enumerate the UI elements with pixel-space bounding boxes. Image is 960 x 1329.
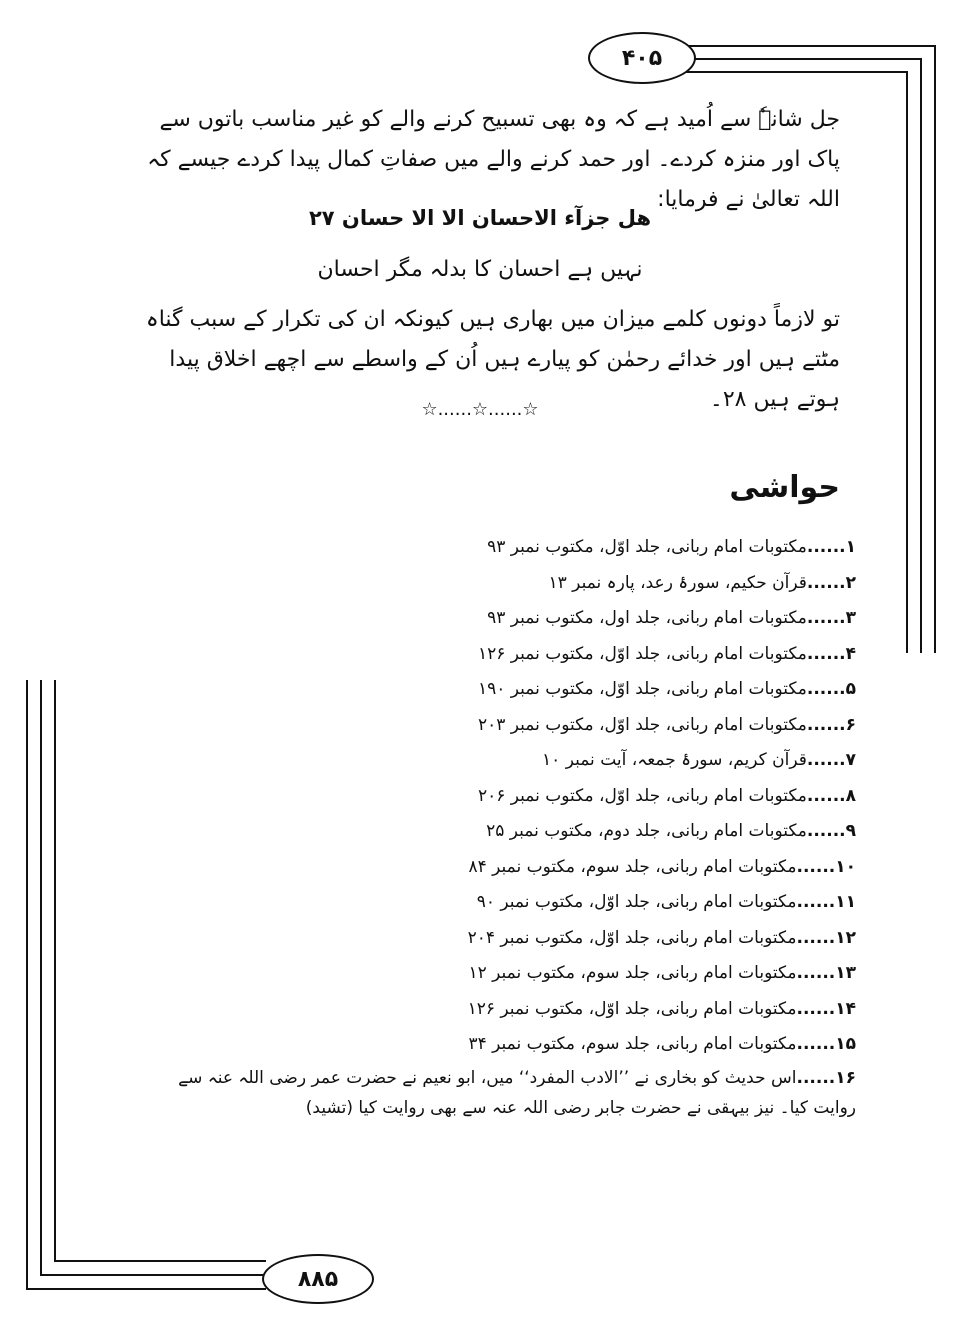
frame-left-line-2 [40, 680, 42, 1274]
footnote-text: مکتوبات امام ربانی، جلد اوّل، مکتوب نمبر ۹۰ [476, 892, 797, 912]
frame-top-line-2 [680, 58, 920, 60]
body-paragraph-2: تو لازماً دونوں کلمے میزان میں بھاری ہیں کیونکہ ان کی تکرار کے سبب گناہ مٹتے ہیں اور خدائے رحمٰن کو پیارے ہیں اُن کے واسطے سے اچھے اخلاق پیدا ہوتے ہیں ۲۸۔ [145, 307, 840, 412]
footnote-item [136, 814, 856, 850]
footnote-item [136, 672, 856, 708]
footnote-number: ۸...... [806, 785, 856, 806]
bottom-page-number-text: ۸۸۵ [297, 1266, 339, 1292]
frame-bottom-line-1 [26, 1288, 266, 1290]
footnote-text: مکتوبات امام ربانی، جلد سوم، مکتوب نمبر ۸۴ [468, 856, 797, 877]
footnote-text: مکتوبات امام ربانی، جلد دوم، مکتوب نمبر ۲۵ [486, 821, 807, 841]
footnote-item [136, 885, 856, 921]
footnote-item [136, 1027, 856, 1063]
footnote-number: ۵...... [806, 679, 856, 699]
footnote-number: ۱۲...... [796, 927, 856, 948]
footnote-number: ۱...... [806, 537, 856, 557]
footnote-number: ۱۱...... [796, 892, 856, 912]
footnote-text: مکتوبات امام ربانی، جلد سوم، مکتوب نمبر ۱۲ [468, 963, 797, 983]
footnote-text: مکتوبات امام ربانی، جلد اوّل، مکتوب نمبر ۱۲۶ [477, 643, 807, 664]
frame-left-line-3 [54, 680, 56, 1260]
footnote-item [136, 708, 856, 744]
footnote-text: مکتوبات امام ربانی، جلد اول، مکتوب نمبر ۹۳ [487, 608, 807, 628]
frame-right-line-1 [934, 45, 936, 653]
footnote-item [136, 566, 856, 602]
footnote-item [136, 601, 856, 637]
frame-bottom-line-3 [54, 1260, 266, 1262]
footnote-item [136, 743, 856, 779]
footnote-number: ۱۰...... [796, 856, 856, 877]
frame-right-line-3 [906, 71, 908, 653]
footnote-item [136, 992, 856, 1028]
footnote-number: ۷...... [806, 750, 856, 770]
footnote-text: مکتوبات امام ربانی، جلد سوم، مکتوب نمبر ۳۴ [468, 1034, 797, 1054]
verse-translation: نہیں ہے احسان کا بدلہ مگر احسان [317, 257, 643, 282]
footnote-item [136, 779, 856, 815]
footnote-item [136, 530, 856, 566]
footnote-number: ۶...... [806, 714, 856, 735]
footnote-text: اس حدیث کو بخاری نے ’’الادب المفرد‘‘ میں، ابو نعیم نے حضرت عمر رضی اللہ عنہ سے روایت کیا۔ نیز بیہقی نے حضرت جابر رضی اللہ عنہ سے بھی روایت کیا (تشید) [178, 1067, 856, 1118]
footnote-text: مکتوبات امام ربانی، جلد اوّل، مکتوب نمبر ۲۰۳ [477, 714, 807, 735]
body-paragraph-1: جل شانہٗ سے اُمید ہے کہ وہ بھی تسبیح کرنے والے کو غیر مناسب باتوں سے پاک اور منزہ کردے۔ اور حمد کرنے والے میں صفاتِ کمال پیدا کردے جیسے کہ اللہ تعالیٰ نے فرمایا: [147, 107, 840, 212]
arabic-verse: هل جزآء الاحسان الا الا حسان ۲۷ [308, 206, 652, 230]
footnote-item [136, 956, 856, 992]
frame-top-line-3 [680, 71, 906, 73]
star-separator: ☆......☆......☆ [421, 399, 539, 420]
footnote-number: ۴...... [806, 643, 856, 664]
frame-left-line-1 [26, 680, 28, 1288]
footnote-text: مکتوبات امام ربانی، جلد اوّل، مکتوب نمبر ۱۲۶ [467, 998, 797, 1019]
footnote-text: قرآن کریم، سورۂ جمعہ، آیت نمبر ۱۰ [542, 750, 807, 770]
frame-top-line-1 [680, 45, 934, 47]
footnote-item [136, 921, 856, 957]
footnote-item [136, 637, 856, 673]
footnote-number: ۱۴...... [796, 998, 856, 1019]
footnote-number: ۹...... [806, 821, 856, 841]
footnotes-title: حواشی [729, 470, 840, 505]
footnote-text: قرآن حکیم، سورۂ رعد، پارہ نمبر ۱۳ [548, 572, 807, 593]
top-page-number [588, 32, 696, 84]
frame-bottom-line-2 [40, 1274, 266, 1276]
footnote-text: مکتوبات امام ربانی، جلد اوّل، مکتوب نمبر ۱۹۰ [477, 679, 807, 699]
footnotes-list [136, 530, 856, 1123]
footnote-text: مکتوبات امام ربانی، جلد اوّل، مکتوب نمبر ۲۰۶ [477, 785, 807, 806]
footnote-number: ۲...... [806, 572, 856, 593]
footnote-number: ۱۵...... [796, 1034, 856, 1054]
footnote-item [136, 1063, 856, 1123]
footnote-number: ۱۶...... [796, 1067, 856, 1088]
footnote-number: ۳...... [806, 608, 856, 628]
bottom-page-number [262, 1254, 374, 1304]
footnote-item [136, 850, 856, 886]
footnote-text: مکتوبات امام ربانی، جلد اوّل، مکتوب نمبر ۹۳ [487, 537, 807, 557]
footnote-text: مکتوبات امام ربانی، جلد اوّل، مکتوب نمبر ۲۰۴ [467, 927, 797, 948]
top-page-number-text: ۴۰۵ [621, 45, 663, 71]
frame-right-line-2 [920, 58, 922, 653]
footnote-number: ۱۳...... [796, 963, 856, 983]
